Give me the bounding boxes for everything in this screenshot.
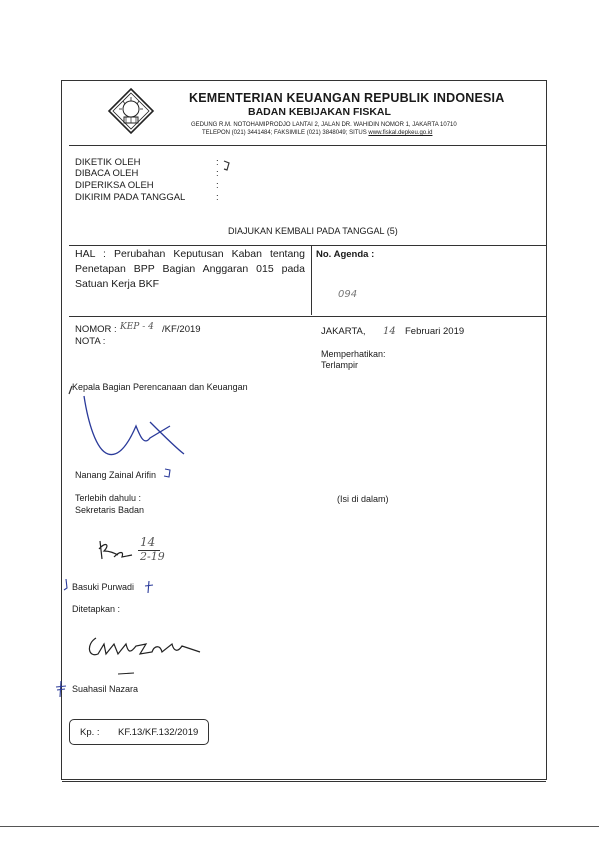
routing-label-checked: DIPERIKSA OLEH xyxy=(75,180,154,191)
initial-mark-icon xyxy=(62,578,70,592)
frame-double-line xyxy=(62,781,546,782)
city-label: JAKARTA, xyxy=(321,326,366,337)
kp-number: KF.13/KF.132/2019 xyxy=(118,727,199,738)
initial-mark-icon xyxy=(144,580,154,594)
contact-line: TELEPON (021) 3441484; FAKSIMILE (021) 3848049; SITUS www.fiskal.depkeu.go.id xyxy=(202,130,433,136)
page-bottom-line xyxy=(0,826,599,827)
attention-label: Memperhatikan: xyxy=(321,349,386,359)
approval-label: Ditetapkan : xyxy=(72,604,121,614)
inside-note: (Isi di dalam) xyxy=(337,494,389,504)
routing-label-typed: DIKETIK OLEH xyxy=(75,157,141,168)
resubmit-label: DIAJUKAN KEMBALI PADA TANGGAL (5) xyxy=(228,226,398,236)
ministry-emblem-icon xyxy=(107,87,155,135)
address-line: GEDUNG R.M. NOTOHAMIPRODJO LANTAI 2, JALAN DR. WAHIDIN NOMOR 1, JAKARTA 10710 xyxy=(191,122,457,128)
routing-label-read: DIBACA OLEH xyxy=(75,168,139,179)
routing-colon: : xyxy=(216,180,219,191)
second-signatory-name: Basuki Purwadi xyxy=(72,582,135,592)
attention-value: Terlampir xyxy=(321,360,359,370)
initial-mark-icon xyxy=(55,680,67,698)
month-year: Februari 2019 xyxy=(405,326,465,337)
routing-colon: : xyxy=(216,192,219,203)
routing-label-sent: DIKIRIM PADA TANGGAL xyxy=(75,192,186,203)
subject-divider xyxy=(311,245,312,315)
subject-text: HAL : Perubahan Keputusan Kaban tentang Penetapan BPP Bagian Anggaran 015 pada Satuan Kerja BKF xyxy=(75,248,305,290)
handwritten-date-top: 14 xyxy=(140,535,156,549)
nota-label: NOTA : xyxy=(75,336,106,347)
routing-colon: : xyxy=(216,157,219,168)
ministry-name: KEMENTERIAN KEUANGAN REPUBLIK INDONESIA xyxy=(189,91,505,105)
agenda-number-handwritten: 094 xyxy=(338,289,358,300)
nomor-suffix: /KF/2019 xyxy=(162,324,201,335)
routing-colon: : xyxy=(216,168,219,179)
first-signatory-name: Nanang Zainal Arifin xyxy=(75,470,157,480)
third-signature-icon xyxy=(84,630,204,680)
agency-name: BADAN KEBIJAKAN FISKAL xyxy=(248,106,391,118)
third-signatory-name: Suahasil Nazara xyxy=(72,684,139,694)
initial-mark-icon xyxy=(222,158,234,172)
nomor-handwritten: KEP - 4 xyxy=(120,322,154,332)
agenda-label: No. Agenda : xyxy=(316,249,375,260)
second-signature-icon xyxy=(96,535,136,563)
kp-label: Kp. : xyxy=(80,727,100,738)
nomor-label: NOMOR : xyxy=(75,324,117,335)
via-label: Terlebih dahulu : xyxy=(75,493,142,503)
first-signature-icon xyxy=(80,392,190,462)
day-handwritten: 14 xyxy=(383,326,396,337)
header-divider xyxy=(69,145,547,146)
website-link[interactable]: www.fiskal.depkeu.go.id xyxy=(368,130,433,136)
initial-mark-icon xyxy=(163,467,173,479)
first-signatory-title: Kepala Bagian Perencanaan dan Keuangan xyxy=(72,382,248,392)
handwritten-date-bottom: 2-19 xyxy=(140,550,165,563)
via-title: Sekretaris Badan xyxy=(75,505,145,515)
